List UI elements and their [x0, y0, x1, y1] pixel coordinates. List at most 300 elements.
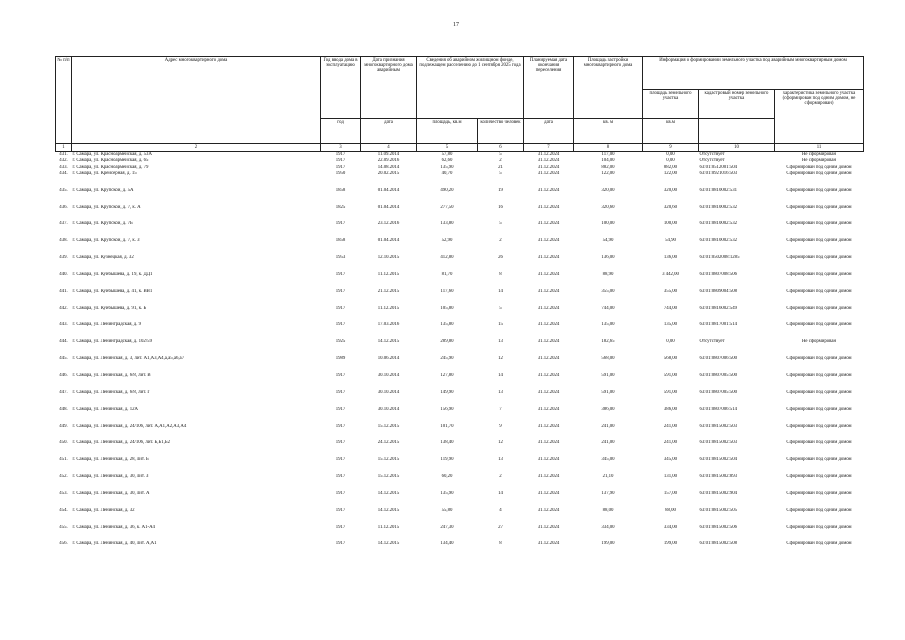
table-row	[56, 457, 864, 474]
people-cell: 14	[498, 373, 503, 379]
header-built-area: Площадь застройки многоквартирного дома	[574, 57, 643, 119]
year-cell: 1917	[335, 164, 346, 170]
built-area-cell: 591,00	[601, 373, 615, 379]
cadastral-cell: 63:01:0512001:504	[699, 164, 738, 170]
year-cell: 1917	[335, 152, 346, 157]
header-land-info: Информация о формировании земельного участка под аварийным многоквартирным домом	[643, 57, 864, 90]
header-planned-date: Планируемая дата окончания переселения	[524, 57, 574, 119]
address-cell: г. Самара, ул. Ленинская, д. 6/8, лит. Г	[72, 389, 151, 395]
planned-date-cell: 31.12.2024	[537, 457, 560, 463]
people-cell: 7	[499, 406, 502, 412]
row-number: 441.	[59, 288, 68, 294]
characteristic-cell: Сформирован под одним домом	[786, 238, 852, 244]
people-cell: 5	[499, 170, 502, 176]
cadastral-cell: 63:01:0815002:893	[699, 474, 738, 480]
land-area-cell: 591,00	[663, 389, 678, 395]
area-cell: 245,90	[440, 356, 454, 362]
people-cell: 2	[499, 238, 502, 244]
cadastral-cell: Отсутствует	[699, 339, 725, 345]
address-cell: г. Самара, ул. Кузнецкая, д. 32	[72, 255, 134, 261]
emergency-date-cell: 11.12.2015	[377, 305, 400, 311]
row-number: 445.	[59, 356, 68, 362]
address-cell: г. Самара, ул. Ленинская, д. 32	[72, 507, 135, 513]
area-cell: 117,60	[440, 288, 454, 294]
table-row	[56, 289, 864, 306]
built-area-cell: 744,00	[601, 305, 615, 311]
characteristic-cell: Сформирован под одним домом	[786, 187, 852, 193]
planned-date-cell: 31.12.2024	[537, 389, 560, 395]
planned-date-cell: 31.12.2024	[537, 524, 560, 530]
emergency-date-cell: 14.12.2015	[377, 490, 400, 496]
emergency-date-cell: 14.12.2015	[377, 339, 400, 345]
built-area-cell: 104,00	[601, 158, 615, 164]
cadastral-cell: 63:01:0807005:500	[699, 389, 738, 395]
address-cell: г. Самара, ул. Ленинская, д. 30, лит. З	[72, 474, 149, 480]
area-cell: 55,80	[441, 507, 453, 513]
land-area-cell: 345,00	[663, 457, 678, 463]
characteristic-cell: Сформирован под одним домом	[786, 221, 852, 227]
table-row	[56, 306, 864, 323]
year-cell: 1917	[335, 490, 346, 496]
col-number: 5	[417, 144, 478, 152]
cadastral-cell: 63:01:0815002:503	[699, 440, 738, 446]
cadastral-cell: 63:01:0810002:532	[699, 221, 738, 227]
header-year-input: Год ввода дома в эксплуатацию	[321, 57, 361, 119]
row-number: 455.	[59, 524, 68, 530]
emergency-date-cell: 11.12.2015	[377, 524, 400, 530]
built-area-cell: 88,00	[602, 507, 614, 513]
built-area-cell: 320,60	[601, 204, 615, 210]
year-cell: 1917	[335, 221, 346, 227]
address-cell: г. Самара, ул. Ленинская, д. 24/106, лит. Б,Б1,Б2	[72, 440, 170, 446]
address-cell: г. Самара, ул. Ленинградская, д. 102/59	[72, 339, 152, 345]
table-body	[56, 152, 864, 559]
table-row	[56, 356, 864, 373]
characteristic-cell: Сформирован под одним домом	[786, 389, 852, 395]
characteristic-cell: Сформирован под одним домом	[786, 255, 852, 261]
table-row	[56, 238, 864, 255]
people-cell: 12	[498, 356, 503, 362]
land-area-cell: 131,00	[663, 474, 678, 480]
emergency-date-cell: 01.04.2014	[377, 187, 400, 193]
address-cell: г. Самара, ул. Крупской, д. 7, к. А	[72, 204, 141, 210]
land-area-cell: 0,00	[666, 152, 675, 157]
area-cell: 119,90	[440, 457, 454, 463]
table-row	[56, 221, 864, 238]
emergency-date-cell: 15.12.2015	[377, 457, 400, 463]
built-area-cell: 320,00	[601, 187, 615, 193]
people-cell: 5	[499, 221, 502, 227]
land-area-cell: 136,00	[663, 255, 678, 261]
emergency-housing-table	[55, 56, 864, 558]
year-cell: 1858	[335, 187, 346, 193]
people-cell: 13	[498, 339, 503, 345]
address-cell: г. Самара, ул. Ленинская, д. 36, к. А1-А4	[72, 524, 155, 530]
built-area-cell: 241,00	[601, 423, 615, 429]
row-number: 437.	[59, 221, 68, 227]
address-cell: г. Самара, ул. Ленинская, д. 40, лит. А,А1	[72, 541, 157, 547]
address-cell: г. Самара, ул. Красноармейская, д. 65	[72, 158, 149, 164]
year-cell: 1917	[335, 158, 346, 164]
area-cell: 277,50	[440, 204, 454, 210]
area-cell: 57,80	[441, 152, 453, 157]
row-number: 446.	[59, 373, 68, 379]
planned-date-cell: 31.12.2024	[537, 507, 560, 513]
cadastral-cell: 63:01:0817001:514	[699, 322, 738, 328]
planned-date-cell: 31.12.2024	[537, 322, 560, 328]
cadastral-cell: 63:01:0816002:549	[699, 305, 738, 311]
header-land-area: площадь земельного участка	[643, 90, 699, 119]
unit-year: год	[321, 119, 361, 144]
header-cadastral: кадастровый номер земельного участка	[699, 90, 775, 119]
table-row	[56, 339, 864, 356]
characteristic-cell: Сформирован под одним домом	[786, 373, 852, 379]
people-cell: 16	[498, 204, 503, 210]
people-cell: 5	[499, 305, 502, 311]
built-area-cell: 54,90	[602, 238, 614, 244]
people-cell: 2	[499, 474, 502, 480]
planned-date-cell: 31.12.2024	[537, 152, 560, 157]
built-area-cell: 568,00	[601, 356, 615, 362]
people-cell: 5	[499, 152, 502, 157]
land-area-cell: 568,00	[663, 356, 678, 362]
people-cell: 15	[498, 322, 503, 328]
year-cell: 1953	[335, 255, 346, 261]
land-area-cell: 386,00	[663, 406, 678, 412]
unit-sqm: кв. м	[574, 119, 643, 144]
land-area-cell: 0,00	[666, 339, 675, 345]
row-number: 438.	[59, 238, 68, 244]
col-number: 11	[775, 144, 864, 152]
built-area-cell: 122,00	[601, 170, 615, 176]
year-cell: 1917	[335, 440, 346, 446]
area-cell: 412,80	[440, 255, 454, 261]
land-area-cell: 3 442,00	[662, 271, 679, 277]
area-cell: 62,60	[441, 158, 453, 164]
year-cell: 1917	[335, 541, 346, 547]
built-area-cell: 117,00	[601, 152, 615, 157]
people-cell: 21	[498, 164, 503, 170]
address-cell: г. Самара, ул. Ленинская, д. 24/106, лит. А,А1,А2,А3,А4	[72, 423, 187, 429]
characteristic-cell: Сформирован под одним домом	[786, 490, 852, 496]
characteristic-cell: Сформирован под одним домом	[786, 305, 852, 311]
land-area-cell: 591,00	[663, 373, 678, 379]
row-number: 448.	[59, 406, 68, 412]
table-row	[56, 541, 864, 558]
planned-date-cell: 31.12.2024	[537, 423, 560, 429]
page-number: 17	[453, 22, 459, 28]
header-housing-info: Сведения об аварийном жилищном фонде, подлежащем расселению до 1 сентября 2025 года	[417, 57, 524, 119]
cadastral-cell: 63:01:0807008:506	[699, 271, 738, 277]
row-number: 452.	[59, 474, 68, 480]
built-area-cell: 334,00	[601, 524, 615, 530]
table-row	[56, 373, 864, 390]
address-cell: г. Самара, ул. Крупской, д. 7Б	[72, 221, 133, 227]
area-cell: 40,70	[441, 170, 453, 176]
address-cell: г. Самара, ул. Крупской, д. 7, к. З	[72, 238, 140, 244]
cadastral-cell: 63:01:0815002:503	[699, 423, 738, 429]
characteristic-cell: Не сформирован	[801, 339, 837, 345]
row-number: 447.	[59, 389, 68, 395]
area-cell: 289,80	[440, 339, 454, 345]
year-cell: 1917	[335, 271, 346, 277]
people-cell: 26	[498, 255, 503, 261]
address-cell: г. Самара, ул. Ленинская, д. 12А	[72, 406, 138, 412]
built-area-cell: 135,00	[601, 322, 615, 328]
unit-cad-empty	[699, 119, 775, 144]
row-number: 456.	[59, 541, 68, 547]
area-cell: 135,80	[440, 322, 454, 328]
planned-date-cell: 31.12.2024	[537, 474, 560, 480]
address-cell: г. Самара, ул. Красноармейская, д. 53А	[72, 152, 152, 157]
column-numbers-row	[56, 144, 864, 152]
planned-date-cell: 31.12.2024	[537, 255, 560, 261]
col-number: 1	[56, 144, 72, 152]
characteristic-cell: Сформирован под одним домом	[786, 524, 852, 530]
planned-date-cell: 31.12.2024	[537, 490, 560, 496]
table-header	[56, 57, 864, 152]
row-number: 442.	[59, 305, 68, 311]
emergency-date-cell: 20.02.2015	[377, 170, 400, 176]
people-cell: 9	[499, 423, 502, 429]
emergency-date-cell: 14.12.2015	[377, 507, 400, 513]
area-cell: 149,90	[440, 389, 454, 395]
table-row	[56, 171, 864, 188]
col-number: 10	[699, 144, 775, 152]
land-area-cell: 882,00	[663, 164, 678, 170]
cadastral-cell: 63:01:0502008:1285	[699, 255, 740, 261]
cadastral-cell: 63:01:0807005:500	[699, 373, 738, 379]
cadastral-cell: 63:01:0815002:505	[699, 507, 738, 513]
land-area-cell: 320,00	[663, 187, 678, 193]
land-area-cell: 135,00	[663, 322, 678, 328]
emergency-date-cell: 23.12.2016	[377, 221, 400, 227]
characteristic-cell: Сформирован под одним домом	[786, 204, 852, 210]
area-cell: 81,70	[441, 271, 453, 277]
address-cell: г. Самара, ул. Ленинская, д. 6/8, лит. В	[72, 373, 151, 379]
address-cell: г. Самара, ул. Куйбышева, д. 19, к. ДД1	[72, 271, 153, 277]
row-number: 449.	[59, 423, 68, 429]
header-characteristic: характеристика земельного участка (сформирован под одним домом, не сформирован)	[775, 90, 864, 144]
emergency-date-cell: 12.10.2015	[377, 255, 400, 261]
area-cell: 133,80	[440, 221, 454, 227]
emergency-date-cell: 30.10.2014	[377, 373, 400, 379]
address-cell: г. Самара, ул. Крупской, д. 5А	[72, 187, 134, 193]
characteristic-cell: Сформирован под одним домом	[786, 507, 852, 513]
year-cell: 1917	[335, 457, 346, 463]
table-row	[56, 508, 864, 525]
area-cell: 247,30	[440, 524, 454, 530]
emergency-date-cell: 24.12.2015	[377, 440, 400, 446]
emergency-date-cell: 15.12.2015	[377, 423, 400, 429]
built-area-cell: 882,00	[601, 164, 615, 170]
cadastral-cell: 63:01:0807006:500	[699, 356, 738, 362]
built-area-cell: 355,00	[601, 288, 615, 294]
land-area-cell: 241,00	[663, 440, 678, 446]
table-row	[56, 424, 864, 441]
people-cell: 13	[498, 389, 503, 395]
characteristic-cell: Сформирован под одним домом	[786, 170, 852, 176]
year-cell: 1858	[335, 238, 346, 244]
table-row	[56, 152, 864, 159]
planned-date-cell: 31.12.2024	[537, 406, 560, 412]
planned-date-cell: 31.12.2024	[537, 288, 560, 294]
table-row	[56, 525, 864, 542]
planned-date-cell: 31.12.2024	[537, 356, 560, 362]
characteristic-cell: Сформирован под одним домом	[786, 356, 852, 362]
planned-date-cell: 31.12.2024	[537, 204, 560, 210]
table-row	[56, 272, 864, 289]
emergency-date-cell: 21.12.2015	[377, 288, 400, 294]
planned-date-cell: 31.12.2024	[537, 373, 560, 379]
area-cell: 156,90	[440, 406, 454, 412]
characteristic-cell: Сформирован под одним домом	[786, 406, 852, 412]
year-cell: 1989	[335, 356, 346, 362]
year-cell: 1917	[335, 389, 346, 395]
built-area-cell: 88,90	[602, 271, 614, 277]
row-number: 434.	[59, 170, 68, 176]
cadastral-cell: 63:01:0810002:531	[699, 187, 738, 193]
area-cell: 60,20	[441, 474, 453, 480]
year-cell: 1917	[335, 406, 346, 412]
planned-date-cell: 31.12.2024	[537, 164, 560, 170]
built-area-cell: 21,10	[602, 474, 614, 480]
cadastral-cell: 63:01:0807006:514	[699, 406, 738, 412]
header-date-emergency: Дата признания многоквартирного дома аварийным	[361, 57, 417, 119]
year-cell: 1917	[335, 423, 346, 429]
address-cell: г. Самара, ул. Крейсерная, д. 15	[72, 170, 137, 176]
land-area-cell: 199,00	[663, 541, 678, 547]
emergency-date-cell: 10.06.2014	[377, 356, 400, 362]
address-cell: г. Самара, ул. Куйбышева, д. 41, к. ВВ1	[72, 288, 153, 294]
land-area-cell: 157,00	[663, 490, 678, 496]
year-cell: 1917	[335, 524, 346, 530]
cadastral-cell: Отсутствует	[699, 152, 725, 157]
row-number: 436.	[59, 204, 68, 210]
people-cell: 19	[498, 187, 503, 193]
address-cell: г. Самара, ул. Ленинградская, д. 9	[72, 322, 142, 328]
cadastral-cell: 63:01:0815002:506	[699, 524, 738, 530]
year-cell: 1825	[335, 204, 346, 210]
planned-date-cell: 31.12.2024	[537, 440, 560, 446]
built-area-cell: 136,00	[601, 255, 615, 261]
area-cell: 52,90	[441, 238, 453, 244]
planned-date-cell: 31.12.2024	[537, 271, 560, 277]
characteristic-cell: Сформирован под одним домом	[786, 164, 852, 170]
people-cell: 13	[498, 457, 503, 463]
people-cell: 27	[498, 524, 503, 530]
land-area-cell: 334,00	[663, 524, 678, 530]
emergency-date-cell: 30.10.2014	[377, 406, 400, 412]
year-cell: 1950	[335, 170, 346, 176]
year-cell: 1917	[335, 288, 346, 294]
unit-date2: дата	[524, 119, 574, 144]
planned-date-cell: 31.12.2024	[537, 238, 560, 244]
characteristic-cell: Сформирован под одним домом	[786, 423, 852, 429]
emergency-date-cell: 01.04.2014	[377, 204, 400, 210]
header-no: № п/п	[56, 57, 72, 144]
table-row	[56, 491, 864, 508]
col-number: 9	[643, 144, 699, 152]
land-area-cell: 241,00	[663, 423, 678, 429]
area-cell: 105,80	[440, 305, 454, 311]
row-number: 432.	[59, 158, 68, 164]
table-row	[56, 474, 864, 491]
emergency-date-cell: 15.12.2015	[377, 474, 400, 480]
address-cell: г. Самара, ул. Куйбышева, д. 91, к. Б	[72, 305, 147, 311]
col-number: 4	[361, 144, 417, 152]
people-cell: 8	[499, 541, 502, 547]
table-row	[56, 205, 864, 222]
cadastral-cell: 63:01:0815002:508	[699, 541, 738, 547]
built-area-cell: 345,00	[601, 457, 615, 463]
people-cell: 14	[498, 490, 503, 496]
unit-date: дата	[361, 119, 417, 144]
emergency-date-cell: 17.03.2016	[377, 322, 400, 328]
characteristic-cell: Не сформирован	[801, 152, 837, 157]
table-row	[56, 255, 864, 272]
characteristic-cell: Сформирован под одним домом	[786, 541, 852, 547]
emergency-date-cell: 22.09.2016	[377, 158, 400, 164]
characteristic-cell: Сформирован под одним домом	[786, 271, 852, 277]
unit-area: площадь, кв.м	[417, 119, 478, 144]
emergency-date-cell: 01.04.2014	[377, 238, 400, 244]
row-number: 444.	[59, 339, 68, 345]
address-cell: г. Самара, ул. Ленинская, д. 28, лит. Б	[72, 457, 149, 463]
land-area-cell: 355,00	[663, 288, 678, 294]
people-cell: 2	[499, 158, 502, 164]
cadastral-cell: 63:01:0809004:508	[699, 288, 738, 294]
area-cell: 101,70	[440, 423, 454, 429]
emergency-date-cell: 11.12.2015	[377, 271, 400, 277]
cadastral-cell: 63:01:0810002:532	[699, 204, 738, 210]
table-row	[56, 440, 864, 457]
year-cell: 1917	[335, 507, 346, 513]
planned-date-cell: 31.12.2024	[537, 339, 560, 345]
planned-date-cell: 31.12.2024	[537, 221, 560, 227]
built-area-cell: 137,90	[601, 490, 615, 496]
year-cell: 1917	[335, 474, 346, 480]
planned-date-cell: 31.12.2024	[537, 187, 560, 193]
planned-date-cell: 31.12.2024	[537, 158, 560, 164]
planned-date-cell: 31.12.2024	[537, 305, 560, 311]
col-number: 8	[574, 144, 643, 152]
emergency-date-cell: 11.09.2014	[377, 152, 400, 157]
characteristic-cell: Сформирован под одним домом	[786, 457, 852, 463]
people-cell: 12	[498, 440, 503, 446]
cadastral-cell: 63:01:0815002:504	[699, 457, 738, 463]
built-area-cell: 241,00	[601, 440, 615, 446]
col-number: 7	[524, 144, 574, 152]
built-area-cell: 199,00	[601, 541, 615, 547]
emergency-date-cell: 30.10.2014	[377, 389, 400, 395]
table-row	[56, 322, 864, 339]
characteristic-cell: Сформирован под одним домом	[786, 288, 852, 294]
year-cell: 1925	[335, 339, 346, 345]
built-area-cell: 591,00	[601, 389, 615, 395]
area-cell: 135,90	[440, 164, 454, 170]
row-number: 450.	[59, 440, 68, 446]
land-area-cell: 88,00	[665, 507, 676, 513]
cadastral-cell: 63:01:0810002:532	[699, 238, 738, 244]
unit-people: количество человек	[478, 119, 524, 144]
emergency-date-cell: 14.12.2015	[377, 541, 400, 547]
col-number: 3	[321, 144, 361, 152]
table-row	[56, 390, 864, 407]
land-area-cell: 122,00	[663, 170, 678, 176]
characteristic-cell: Сформирован под одним домом	[786, 440, 852, 446]
row-number: 433.	[59, 164, 68, 170]
